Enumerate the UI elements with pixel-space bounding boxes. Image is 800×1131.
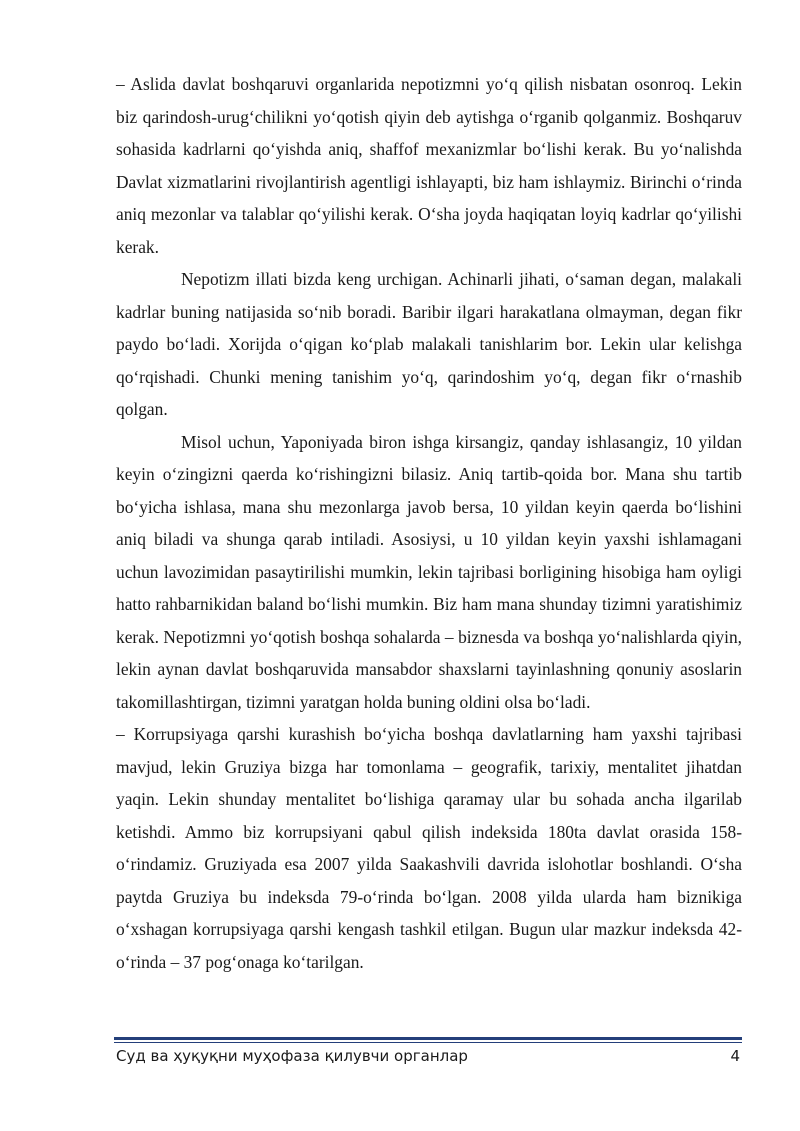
page-footer: [116, 1046, 742, 1066]
footer-rule-thick: [114, 1037, 742, 1040]
footer-title: Суд ва ҳуқуқни муҳофаза қилувчи органлар: [116, 1047, 468, 1065]
page-body: [116, 68, 742, 978]
page-number: 4: [730, 1047, 740, 1065]
paragraph-4: – Korrupsiyaga qarshi kurashish bo‘yicha boshqa davlatlarning ham yaxshi tajribasi mavjud, lekin Gruziya bizga har tomonlama – geografik, tarixiy, mentalitet jihatdan yaqin. Lekin shunday mentalitet bo‘lishiga qaramay ular bu sohada ancha ilgarilab ketishdi. Ammo biz korrupsiyani qabul qilish indeksida 180ta davlat orasida 158-o‘rindamiz. Gruziyada esa 2007 yilda Saakashvili davrida islohotlar boshlandi. O‘sha paytda Gruziya bu indeksda 79-o‘rinda bo‘lgan. 2008 yilda ularda ham biznikiga o‘xshagan korrupsiyaga qarshi kengash tashkil etilgan. Bugun ular mazkur indeksda 42-o‘rinda – 37 pog‘onaga ko‘tarilgan.: [116, 724, 742, 972]
paragraph-3: Misol uchun, Yaponiyada biron ishga kirsangiz, qanday ishlasangiz, 10 yildan keyin o‘zingizni qaerda ko‘rishingizni bilasiz. Aniq tartib-qoida bor. Mana shu tartib bo‘yicha ishlasa, mana shu mezonlarga javob bersa, 10 yildan keyin qaerda bo‘lishini aniq biladi va shunga qarab intiladi. Asosiysi, u 10 yildan keyin yaxshi ishlamagani uchun lavozimidan pasaytirilishi mumkin, lekin tajribasi borligining hisobiga ham oyligi hatto rahbarnikidan baland bo‘lishi mumkin. Biz ham mana shunday tizimni yaratishimiz kerak. Nepotizmni yo‘qotish boshqa sohalarda – biznesda va boshqa yo‘nalishlarda qiyin, lekin aynan davlat boshqaruvida mansabdor shaxslarni tayinlashning qonuniy asoslarin takomillashtirgan, tizimni yaratgan holda buning oldini olsa bo‘ladi.: [116, 431, 742, 712]
paragraph-1: – Aslida davlat boshqaruvi organlarida nepotizmni yo‘q qilish nisbatan osonroq. Lekin biz qarindosh-urug‘chilikni yo‘qotish qiyin deb aytishga o‘rganib qolganmiz. Boshqaruv sohasida kadrlarni qo‘yishda aniq, shaffof mexanizmlar bo‘lishi kerak. Bu yo‘nalishda Davlat xizmatlarini rivojlantirish agentligi ishlayapti, biz ham ishlaymiz. Birinchi o‘rinda aniq mezonlar va talablar qo‘yilishi kerak. O‘sha joyda haqiqatan loyiq kadrlar qo‘yilishi kerak.: [116, 74, 742, 257]
paragraph-2: Nepotizm illati bizda keng urchigan. Achinarli jihati, o‘saman degan, malakali kadrlar buning natijasida so‘nib boradi. Baribir ilgari harakatlana olmayman, degan fikr paydo bo‘ladi. Xorijda o‘qigan ko‘plab malakali tanishlarim bor. Lekin ular kelishga qo‘rqishadi. Chunki mening tanishim yo‘q, qarindoshim yo‘q, degan fikr o‘rnashib qolgan.: [116, 269, 742, 419]
footer-rule-thin: [114, 1042, 742, 1043]
